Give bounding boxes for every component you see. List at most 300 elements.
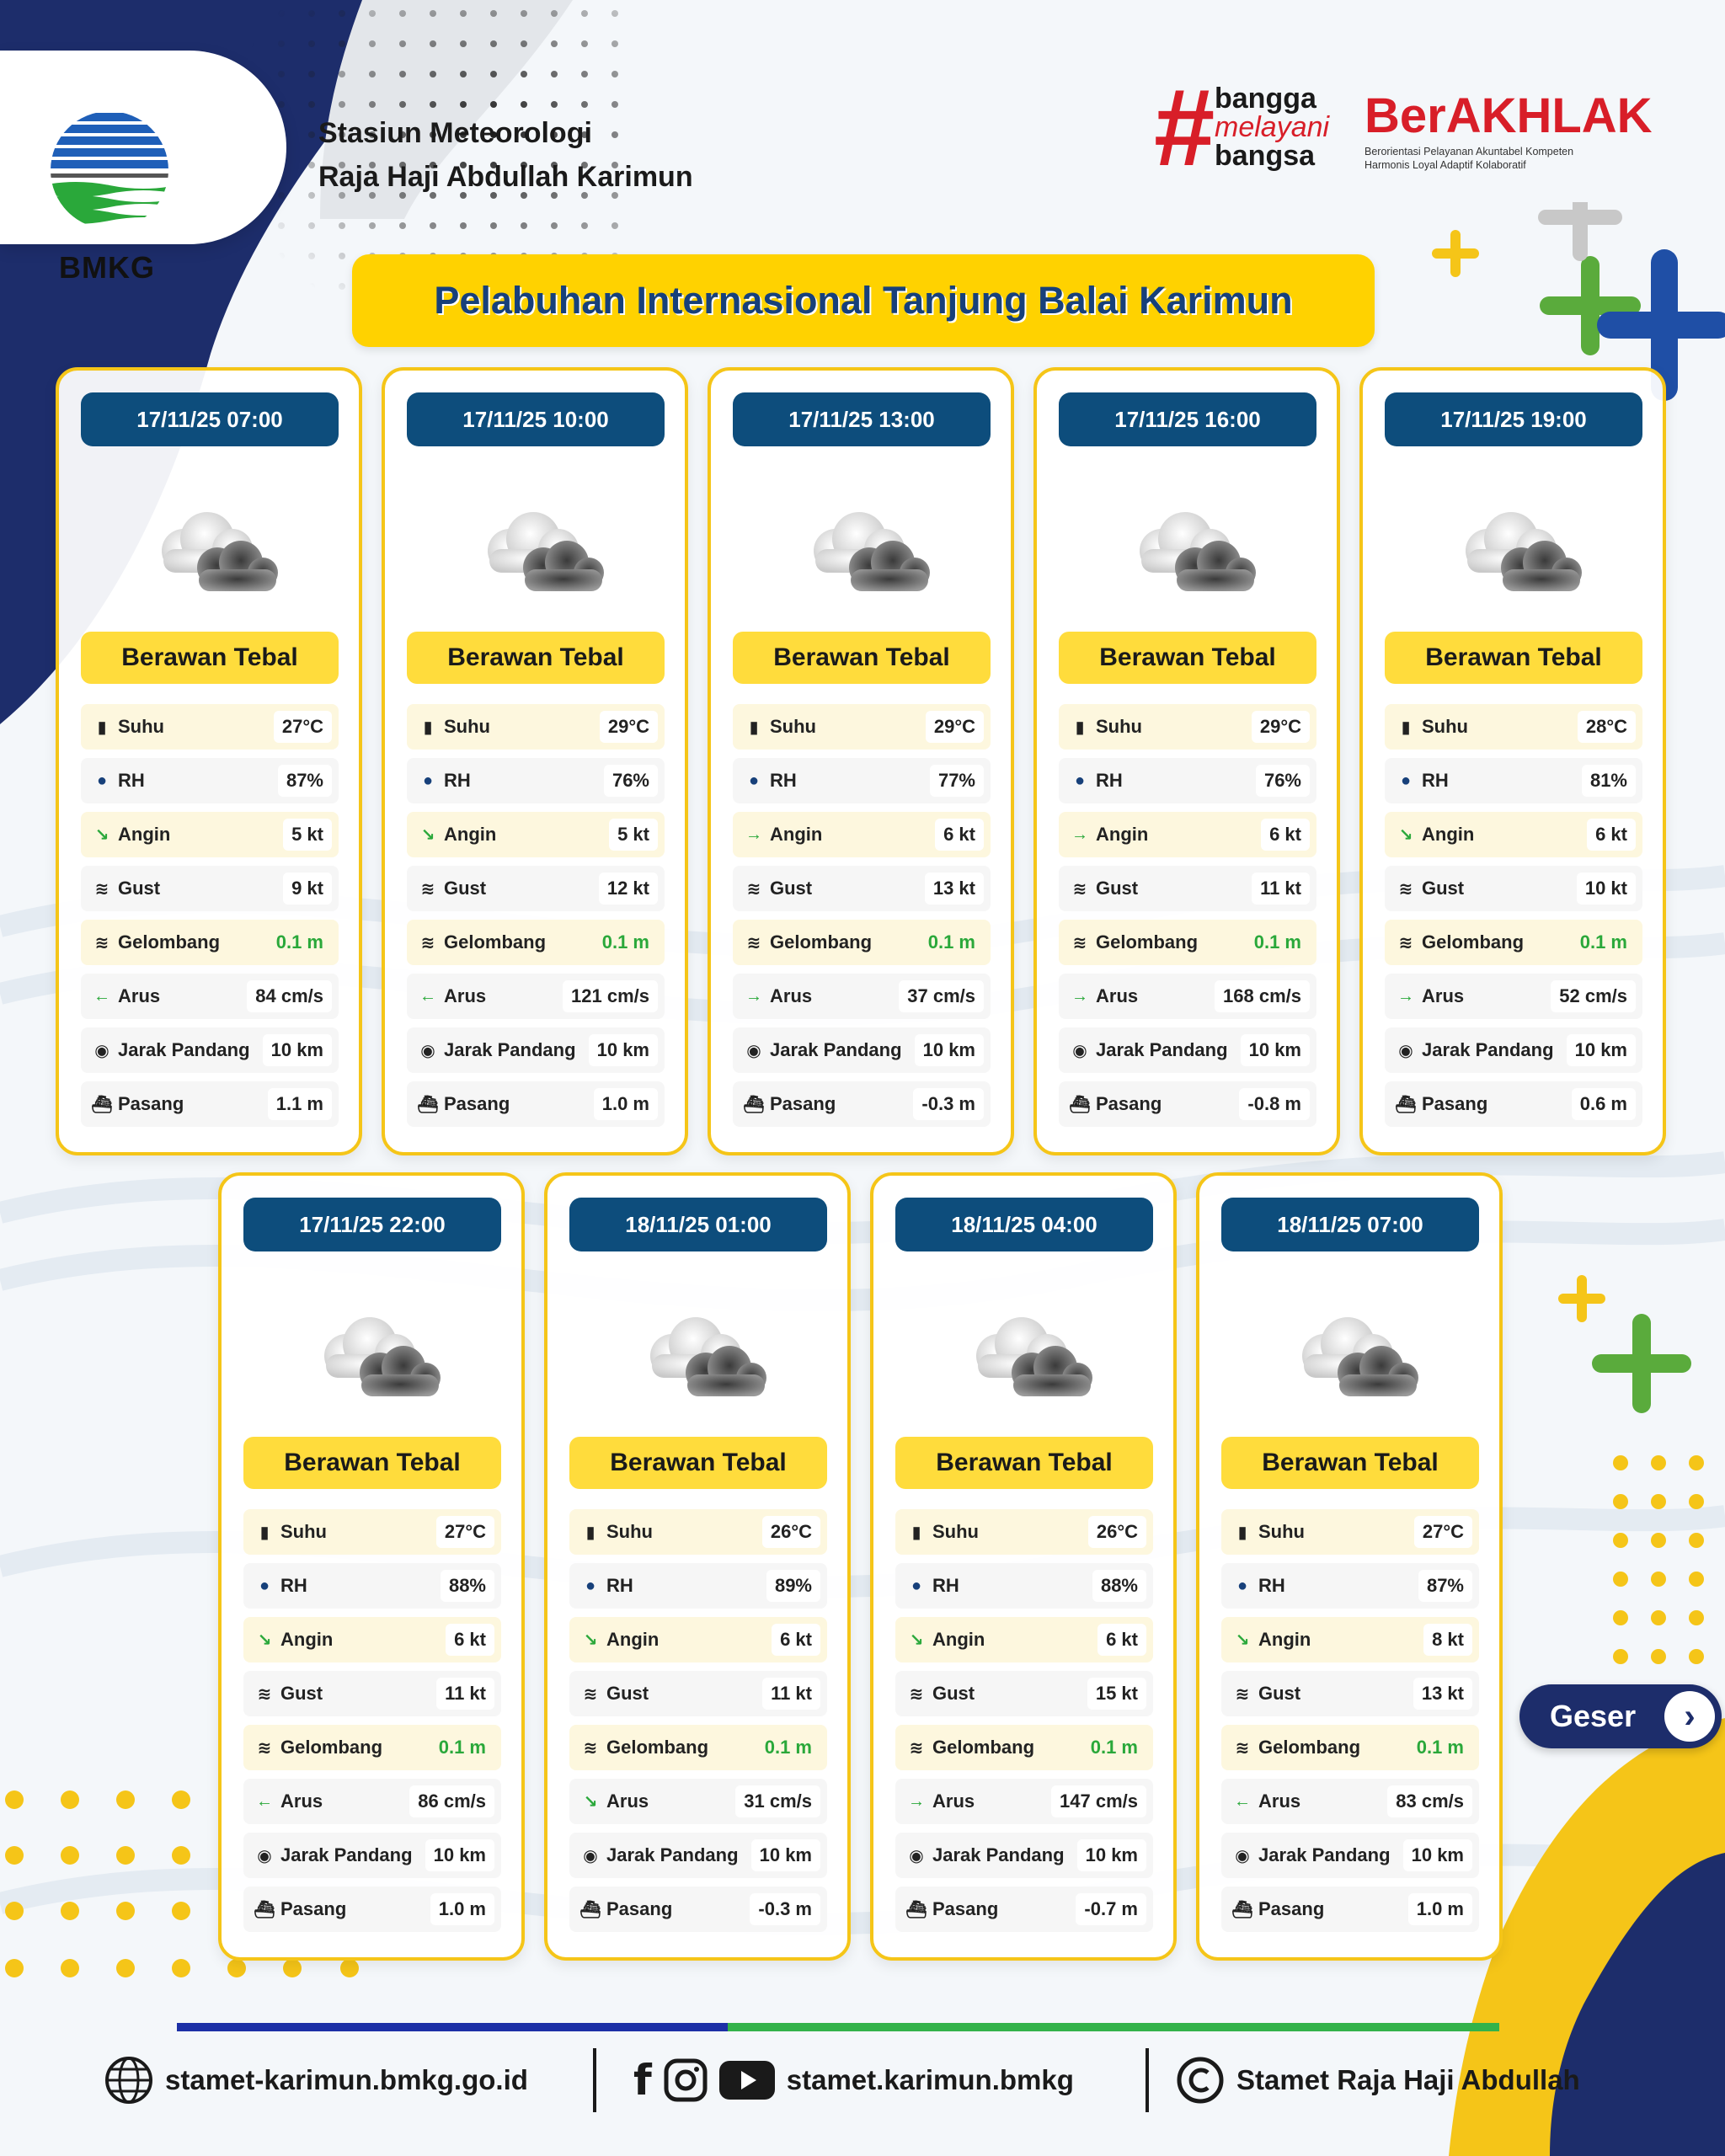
- gust-icon: ≋: [94, 879, 109, 899]
- param-jarak: [733, 1027, 991, 1073]
- param-label: Angin: [1258, 1629, 1311, 1650]
- ship-icon: ⛴: [743, 1095, 765, 1114]
- current-direction-icon: →: [745, 986, 762, 1006]
- param-label: Jarak Pandang: [932, 1844, 1065, 1865]
- cloud-icon: [633, 1307, 768, 1400]
- param-jarak: [1221, 1833, 1479, 1878]
- condition-label: Berawan Tebal: [1059, 632, 1316, 684]
- param-value: 77%: [930, 765, 984, 797]
- param-angin: [1059, 812, 1316, 857]
- hashtag-icon: #: [1154, 66, 1215, 189]
- param-label: Pasang: [118, 1093, 184, 1114]
- param-list: [733, 704, 991, 1135]
- station-name: [318, 111, 693, 199]
- param-label: Gust: [770, 878, 813, 899]
- thermometer-icon: ▮: [1401, 718, 1411, 737]
- param-label: Suhu: [770, 716, 816, 737]
- slogan-word: bangga: [1215, 83, 1316, 115]
- footer: [101, 2047, 1617, 2114]
- param-label: RH: [1096, 770, 1123, 791]
- param-label: Angin: [1096, 824, 1149, 845]
- param-label: Pasang: [1422, 1093, 1488, 1114]
- station-line-1: Stasiun Meteorologi: [318, 117, 592, 149]
- param-pasang: [733, 1081, 991, 1127]
- card-time: 17/11/25 19:00: [1385, 392, 1642, 446]
- decor-dot: [1689, 1533, 1704, 1548]
- param-label: Gust: [280, 1683, 323, 1704]
- param-label: Arus: [444, 985, 487, 1006]
- param-list: [81, 704, 339, 1135]
- berakhlak-logo: [1365, 88, 1653, 172]
- param-label: Jarak Pandang: [1258, 1844, 1391, 1865]
- param-label: Angin: [606, 1629, 660, 1650]
- condition-label: Berawan Tebal: [81, 632, 339, 684]
- param-label: RH: [1258, 1575, 1285, 1596]
- wave-icon: ≋: [909, 1738, 924, 1758]
- wind-direction-icon: →: [745, 825, 762, 844]
- param-value: 26°C: [762, 1516, 820, 1548]
- footer-copyright: [1176, 2047, 1580, 2114]
- decor-dot: [61, 1959, 79, 1977]
- berakhlak-subtitle-1: Berorientasi Pelayanan Akuntabel Kompeten: [1365, 146, 1574, 157]
- param-label: Jarak Pandang: [1096, 1039, 1228, 1060]
- location-banner: [352, 254, 1375, 347]
- decor-dot: [340, 1959, 359, 1977]
- param-label: Gelombang: [1258, 1737, 1361, 1758]
- param-value: 11 kt: [1252, 873, 1310, 905]
- param-label: Arus: [280, 1790, 323, 1812]
- card-time: 18/11/25 04:00: [895, 1198, 1153, 1251]
- param-value: 10 km: [1403, 1839, 1472, 1871]
- decor-dot: [1651, 1649, 1666, 1664]
- param-label: Arus: [606, 1790, 649, 1812]
- param-gust: [1385, 866, 1642, 911]
- decor-dot: [1689, 1494, 1704, 1509]
- chevron-right-icon: ›: [1664, 1691, 1715, 1742]
- decor-dot: [61, 1846, 79, 1865]
- decor-dot: [116, 1902, 135, 1920]
- droplet-icon: ●: [422, 771, 434, 790]
- param-label: Pasang: [606, 1898, 673, 1919]
- param-pasang: [243, 1886, 501, 1932]
- decor-dot: [172, 1846, 190, 1865]
- param-label: Gelombang: [118, 931, 221, 953]
- param-pasang: [81, 1081, 339, 1127]
- param-label: Suhu: [444, 716, 490, 737]
- param-rh: [895, 1563, 1153, 1609]
- param-label: Suhu: [118, 716, 164, 737]
- gust-icon: ≋: [583, 1684, 598, 1704]
- footer-separator: [593, 2048, 596, 2112]
- param-gust: [81, 866, 339, 911]
- decor-dot: [1689, 1572, 1704, 1587]
- param-value: 84 cm/s: [247, 980, 332, 1012]
- param-angin: [407, 812, 665, 857]
- droplet-icon: ●: [585, 1576, 596, 1595]
- param-label: Angin: [932, 1629, 985, 1650]
- condition-label: Berawan Tebal: [243, 1437, 501, 1489]
- param-pasang: [1059, 1081, 1316, 1127]
- footer-separator: [1146, 2048, 1149, 2112]
- decor-dot: [116, 1959, 135, 1977]
- current-direction-icon: →: [1397, 986, 1414, 1006]
- param-rh: [733, 758, 991, 803]
- param-value: 37 cm/s: [899, 980, 984, 1012]
- card-time: 17/11/25 22:00: [243, 1198, 501, 1251]
- param-value: 10 km: [1241, 1034, 1310, 1066]
- param-value: 88%: [441, 1570, 494, 1602]
- param-value: 87%: [278, 765, 332, 797]
- current-direction-icon: ←: [256, 1791, 273, 1811]
- param-value: 6 kt: [1587, 819, 1636, 851]
- param-angin: [243, 1617, 501, 1662]
- param-rh: [243, 1563, 501, 1609]
- cloud-icon: [471, 502, 606, 595]
- param-suhu: [569, 1509, 827, 1555]
- param-angin: [569, 1617, 827, 1662]
- param-value: 0.6 m: [1572, 1088, 1636, 1120]
- param-label: Arus: [118, 985, 161, 1006]
- param-value: 76%: [1256, 765, 1310, 797]
- decor-dot: [1689, 1649, 1704, 1664]
- param-label: Gust: [1096, 878, 1139, 899]
- param-value: -0.7 m: [1076, 1893, 1146, 1925]
- param-label: Gust: [606, 1683, 649, 1704]
- param-arus: [895, 1779, 1153, 1824]
- droplet-icon: ●: [748, 771, 760, 790]
- gust-icon: ≋: [1072, 879, 1087, 899]
- param-label: Angin: [444, 824, 497, 845]
- param-value: 89%: [766, 1570, 820, 1602]
- param-angin: [81, 812, 339, 857]
- param-jarak: [81, 1027, 339, 1073]
- param-value: 29°C: [600, 711, 658, 743]
- eye-icon: ◉: [94, 1041, 109, 1060]
- param-gust: [1059, 866, 1316, 911]
- decor-dot: [172, 1790, 190, 1809]
- param-label: Pasang: [1258, 1898, 1325, 1919]
- param-value: 27°C: [436, 1516, 494, 1548]
- param-label: Suhu: [606, 1521, 653, 1542]
- thermometer-icon: ▮: [749, 718, 759, 737]
- param-value: 11 kt: [762, 1678, 820, 1710]
- next-button[interactable]: [1519, 1684, 1722, 1748]
- param-rh: [407, 758, 665, 803]
- cloud-icon: [1123, 502, 1258, 595]
- param-value: 1.1 m: [268, 1088, 332, 1120]
- droplet-icon: ●: [1074, 771, 1086, 790]
- decor-dot: [1613, 1455, 1628, 1470]
- param-value: 10 km: [263, 1034, 332, 1066]
- param-label: Pasang: [770, 1093, 836, 1114]
- param-label: Arus: [932, 1790, 975, 1812]
- param-label: Pasang: [280, 1898, 347, 1919]
- param-value: 8 kt: [1423, 1624, 1472, 1656]
- slogan-logo: [1154, 66, 1348, 189]
- ship-icon: ⛴: [1395, 1095, 1417, 1114]
- param-label: Gelombang: [1422, 931, 1525, 953]
- decor-dot: [5, 1846, 24, 1865]
- decor-dot: [172, 1902, 190, 1920]
- card-time: 18/11/25 07:00: [1221, 1198, 1479, 1251]
- param-gelombang: [407, 920, 665, 965]
- param-list: [895, 1509, 1153, 1940]
- param-list: [243, 1509, 501, 1940]
- card-time: 18/11/25 01:00: [569, 1198, 827, 1251]
- param-suhu: [1059, 704, 1316, 750]
- param-gust: [243, 1671, 501, 1716]
- param-value: 13 kt: [1413, 1678, 1472, 1710]
- param-value: 6 kt: [935, 819, 984, 851]
- card-time: 17/11/25 10:00: [407, 392, 665, 446]
- param-label: Jarak Pandang: [280, 1844, 413, 1865]
- param-label: Gust: [1258, 1683, 1301, 1704]
- param-rh: [1385, 758, 1642, 803]
- ship-icon: ⛴: [1069, 1095, 1091, 1114]
- param-value: 29°C: [1252, 711, 1310, 743]
- wind-direction-icon: ↘: [94, 825, 109, 845]
- param-label: Jarak Pandang: [118, 1039, 250, 1060]
- thermometer-icon: ▮: [911, 1523, 921, 1542]
- ship-icon: ⛴: [417, 1095, 439, 1114]
- station-line-2: Raja Haji Abdullah Karimun: [318, 161, 693, 193]
- thermometer-icon: ▮: [423, 718, 433, 737]
- decor-dot: [116, 1790, 135, 1809]
- param-value: 6 kt: [772, 1624, 820, 1656]
- param-label: Gust: [1422, 878, 1465, 899]
- website-text: stamet-karimun.bmkg.go.id: [165, 2064, 528, 2095]
- param-arus: [243, 1779, 501, 1824]
- param-value: 86 cm/s: [409, 1785, 494, 1817]
- slogan-text: [1215, 84, 1329, 170]
- eye-icon: ◉: [257, 1846, 272, 1865]
- param-label: Jarak Pandang: [1422, 1039, 1554, 1060]
- gust-icon: ≋: [746, 879, 761, 899]
- param-value: 26°C: [1088, 1516, 1146, 1548]
- wind-direction-icon: ↘: [1398, 825, 1413, 845]
- wind-direction-icon: ↘: [909, 1630, 924, 1650]
- ship-icon: ⛴: [905, 1900, 927, 1919]
- ship-icon: ⛴: [91, 1095, 113, 1114]
- param-label: Suhu: [1096, 716, 1142, 737]
- param-arus: [733, 974, 991, 1019]
- param-arus: [1385, 974, 1642, 1019]
- footer-social[interactable]: [633, 2047, 1074, 2114]
- param-value: 12 kt: [599, 873, 658, 905]
- decor-dot: [5, 1790, 24, 1809]
- decor-dot: [1613, 1572, 1628, 1587]
- current-direction-icon: ←: [419, 986, 436, 1006]
- param-label: Jarak Pandang: [444, 1039, 576, 1060]
- param-label: Arus: [770, 985, 813, 1006]
- param-value: 147 cm/s: [1051, 1785, 1146, 1817]
- cloud-icon: [307, 1307, 442, 1400]
- param-value: 5 kt: [283, 819, 332, 851]
- param-angin: [733, 812, 991, 857]
- current-direction-icon: ←: [1234, 1791, 1251, 1811]
- condition-label: Berawan Tebal: [1385, 632, 1642, 684]
- param-gelombang: [1385, 920, 1642, 965]
- param-suhu: [1385, 704, 1642, 750]
- param-gelombang: [895, 1725, 1153, 1770]
- param-pasang: [569, 1886, 827, 1932]
- wave-icon: ≋: [1398, 933, 1413, 953]
- param-gelombang: [733, 920, 991, 965]
- param-value: 6 kt: [446, 1624, 494, 1656]
- gust-icon: ≋: [909, 1684, 924, 1704]
- param-value: -0.3 m: [750, 1893, 820, 1925]
- param-label: RH: [118, 770, 145, 791]
- param-value: 87%: [1418, 1570, 1472, 1602]
- param-value: 1.0 m: [1408, 1893, 1472, 1925]
- param-rh: [81, 758, 339, 803]
- wave-icon: ≋: [583, 1738, 598, 1758]
- param-rh: [569, 1563, 827, 1609]
- param-value: 1.0 m: [594, 1088, 658, 1120]
- decor-dot: [5, 1959, 24, 1977]
- location-title: Pelabuhan Internasional Tanjung Balai Karimun: [434, 279, 1293, 322]
- condition-label: Berawan Tebal: [1221, 1437, 1479, 1489]
- copyright-text: Stamet Raja Haji Abdullah: [1236, 2064, 1580, 2095]
- decor-dot: [1613, 1494, 1628, 1509]
- condition-label: Berawan Tebal: [407, 632, 665, 684]
- wave-icon: ≋: [1235, 1738, 1250, 1758]
- param-value: 15 kt: [1087, 1678, 1146, 1710]
- param-label: Pasang: [444, 1093, 510, 1114]
- param-gust: [733, 866, 991, 911]
- param-list: [407, 704, 665, 1135]
- cloud-icon: [1285, 1307, 1420, 1400]
- param-arus: [407, 974, 665, 1019]
- param-label: Angin: [1422, 824, 1475, 845]
- param-gust: [569, 1671, 827, 1716]
- param-label: RH: [444, 770, 471, 791]
- param-gelombang: [81, 920, 339, 965]
- logo-text: BMKG: [59, 250, 155, 285]
- thermometer-icon: ▮: [259, 1523, 270, 1542]
- thermometer-icon: ▮: [1237, 1523, 1247, 1542]
- slogan-word: melayani: [1215, 111, 1330, 143]
- param-value: 83 cm/s: [1387, 1785, 1472, 1817]
- droplet-icon: ●: [259, 1576, 270, 1595]
- param-value: 10 km: [751, 1839, 820, 1871]
- param-list: [1221, 1509, 1479, 1940]
- decor-dot: [1689, 1455, 1704, 1470]
- param-angin: [1221, 1617, 1479, 1662]
- param-jarak: [1059, 1027, 1316, 1073]
- param-angin: [895, 1617, 1153, 1662]
- param-value: 6 kt: [1261, 819, 1310, 851]
- current-direction-icon: ↘: [583, 1792, 598, 1812]
- cloud-icon: [797, 502, 932, 595]
- decor-dot: [61, 1790, 79, 1809]
- condition-label: Berawan Tebal: [895, 1437, 1153, 1489]
- condition-label: Berawan Tebal: [733, 632, 991, 684]
- eye-icon: ◉: [420, 1041, 435, 1060]
- forecast-card: [382, 367, 688, 1155]
- current-direction-icon: →: [1071, 986, 1088, 1006]
- param-value: 29°C: [926, 711, 984, 743]
- param-suhu: [81, 704, 339, 750]
- param-label: Arus: [1422, 985, 1465, 1006]
- param-suhu: [1221, 1509, 1479, 1555]
- param-value: 6 kt: [1097, 1624, 1146, 1656]
- param-value: 27°C: [274, 711, 332, 743]
- param-gust: [1221, 1671, 1479, 1716]
- param-label: Suhu: [1258, 1521, 1305, 1542]
- decor-dot: [1689, 1610, 1704, 1625]
- footer-website[interactable]: [104, 2047, 528, 2114]
- forecast-card: [1033, 367, 1340, 1155]
- berakhlak-subtitle-2: Harmonis Loyal Adaptif Kolaboratif: [1365, 159, 1526, 171]
- param-arus: [1059, 974, 1316, 1019]
- instagram-icon: [664, 2058, 708, 2102]
- decor-dot: [172, 1959, 190, 1977]
- param-gelombang: [569, 1725, 827, 1770]
- wind-direction-icon: ↘: [257, 1630, 272, 1650]
- param-label: RH: [770, 770, 797, 791]
- param-pasang: [895, 1886, 1153, 1932]
- param-gelombang: [1221, 1725, 1479, 1770]
- param-value: 168 cm/s: [1215, 980, 1310, 1012]
- param-label: Gelombang: [280, 1737, 383, 1758]
- param-value: 0.1 m: [764, 1737, 812, 1758]
- param-label: Gust: [118, 878, 161, 899]
- eye-icon: ◉: [909, 1846, 924, 1865]
- param-value: 28°C: [1578, 711, 1636, 743]
- logo-container: [0, 51, 286, 285]
- card-time: 17/11/25 13:00: [733, 392, 991, 446]
- eye-icon: ◉: [1235, 1846, 1250, 1865]
- param-gelombang: [243, 1725, 501, 1770]
- param-value: 10 km: [915, 1034, 984, 1066]
- param-gust: [407, 866, 665, 911]
- decor-dot: [1613, 1533, 1628, 1548]
- param-value: -0.3 m: [913, 1088, 984, 1120]
- param-label: Gust: [932, 1683, 975, 1704]
- thermometer-icon: ▮: [97, 718, 107, 737]
- param-gust: [895, 1671, 1153, 1716]
- droplet-icon: ●: [1400, 771, 1412, 790]
- param-label: Gelombang: [770, 931, 873, 953]
- param-rh: [1221, 1563, 1479, 1609]
- decor-dot: [1651, 1455, 1666, 1470]
- param-value: 10 km: [1077, 1839, 1146, 1871]
- forecast-card: [1196, 1172, 1503, 1961]
- param-value: 0.1 m: [601, 931, 649, 953]
- param-label: Gelombang: [444, 931, 547, 953]
- param-value: 0.1 m: [927, 931, 975, 953]
- param-suhu: [407, 704, 665, 750]
- param-arus: [569, 1779, 827, 1824]
- param-rh: [1059, 758, 1316, 803]
- param-label: Arus: [1258, 1790, 1301, 1812]
- param-arus: [1221, 1779, 1479, 1824]
- decor-dot: [1651, 1494, 1666, 1509]
- param-label: Jarak Pandang: [606, 1844, 739, 1865]
- gust-icon: ≋: [1235, 1684, 1250, 1704]
- param-angin: [1385, 812, 1642, 857]
- decor-dot: [1651, 1610, 1666, 1625]
- gust-icon: ≋: [1398, 879, 1413, 899]
- param-value: 31 cm/s: [735, 1785, 820, 1817]
- wind-direction-icon: ↘: [583, 1630, 598, 1650]
- param-value: 1.0 m: [430, 1893, 494, 1925]
- param-label: RH: [606, 1575, 633, 1596]
- wave-icon: ≋: [1072, 933, 1087, 953]
- forecast-card: [708, 367, 1014, 1155]
- decor-dot: [227, 1959, 246, 1977]
